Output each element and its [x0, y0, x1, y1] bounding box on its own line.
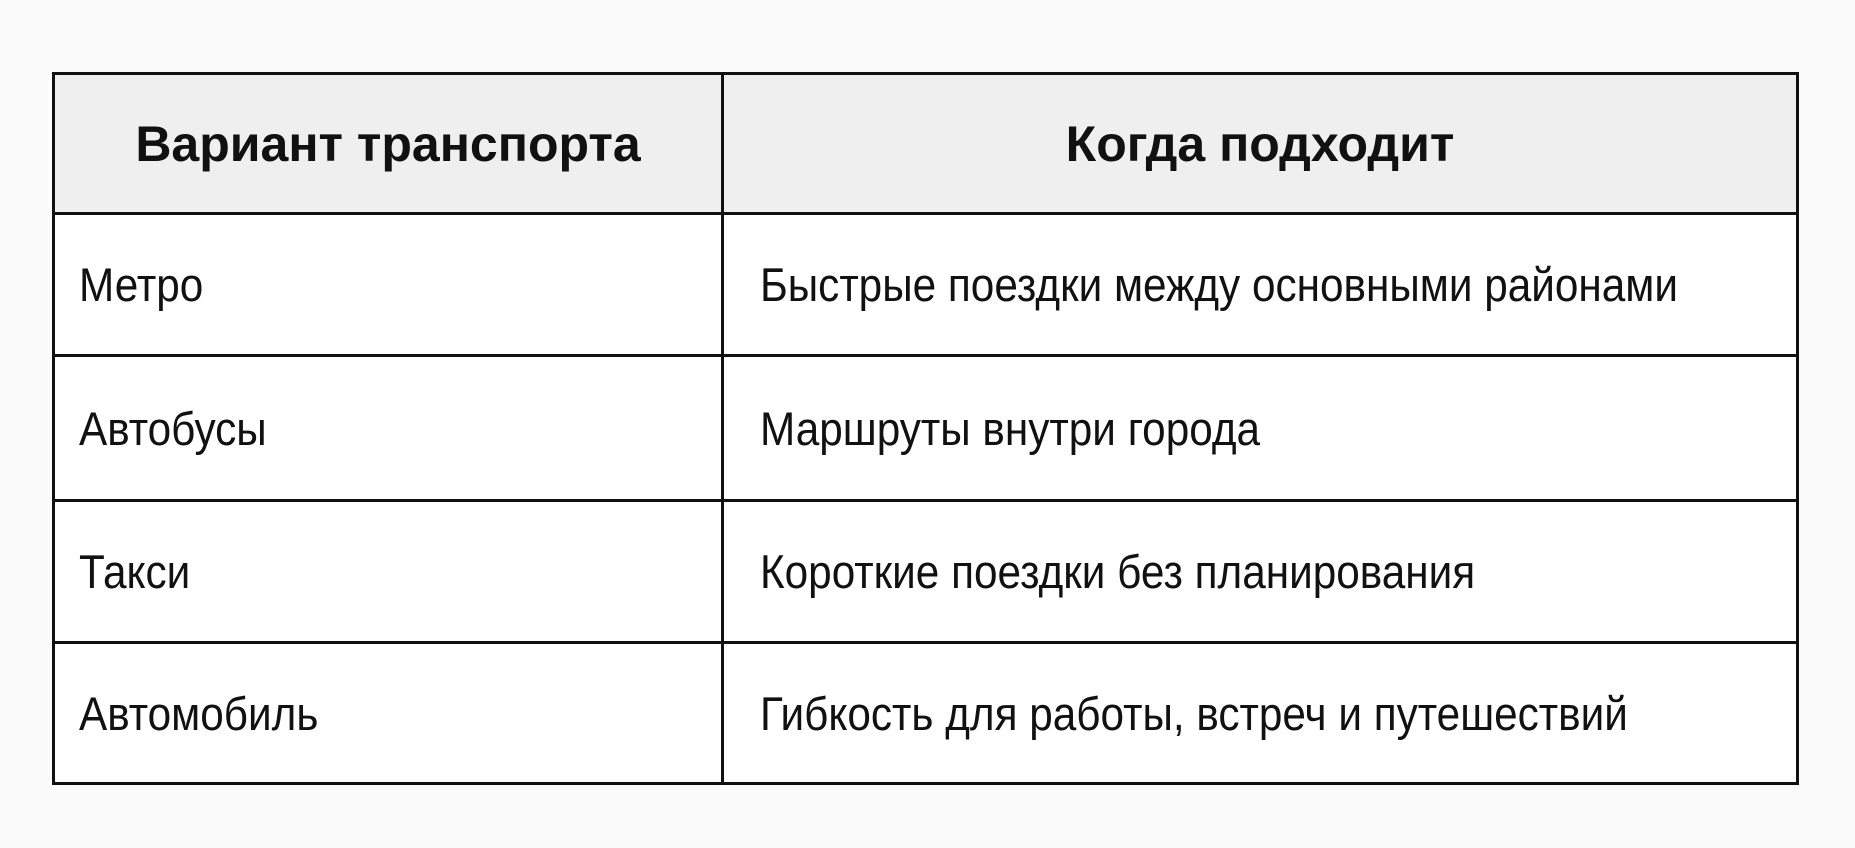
table-row: [54, 214, 1798, 356]
table-row: [54, 643, 1798, 784]
header-when-suitable: [723, 74, 1798, 214]
table-header-row: [54, 74, 1798, 214]
transport-name: Автобусы: [79, 401, 267, 455]
header-transport-option: [54, 74, 723, 214]
usage-cell: [723, 643, 1798, 784]
transport-name: Автомобиль: [79, 686, 319, 740]
transport-cell: [54, 501, 723, 643]
header-transport-option-label: Вариант транспорта: [135, 115, 641, 172]
usage-cell: [723, 501, 1798, 643]
usage-cell: [723, 356, 1798, 501]
transport-cell: [54, 643, 723, 784]
transport-cell: [54, 356, 723, 501]
usage-description: Быстрые поездки между основными районами: [760, 258, 1679, 311]
transport-name: Такси: [79, 545, 191, 598]
usage-description: Гибкость для работы, встреч и путешествий: [760, 686, 1628, 740]
transport-cell: [54, 214, 723, 356]
transport-table-container: [52, 72, 1799, 785]
transport-name: Метро: [79, 258, 204, 311]
usage-description: Короткие поездки без планирования: [760, 545, 1476, 598]
usage-cell: [723, 214, 1798, 356]
table-row: [54, 501, 1798, 643]
transport-options-table: [52, 72, 1799, 785]
usage-description: Маршруты внутри города: [760, 401, 1261, 455]
table-row: [54, 356, 1798, 501]
header-when-suitable-label: Когда подходит: [1065, 115, 1455, 172]
